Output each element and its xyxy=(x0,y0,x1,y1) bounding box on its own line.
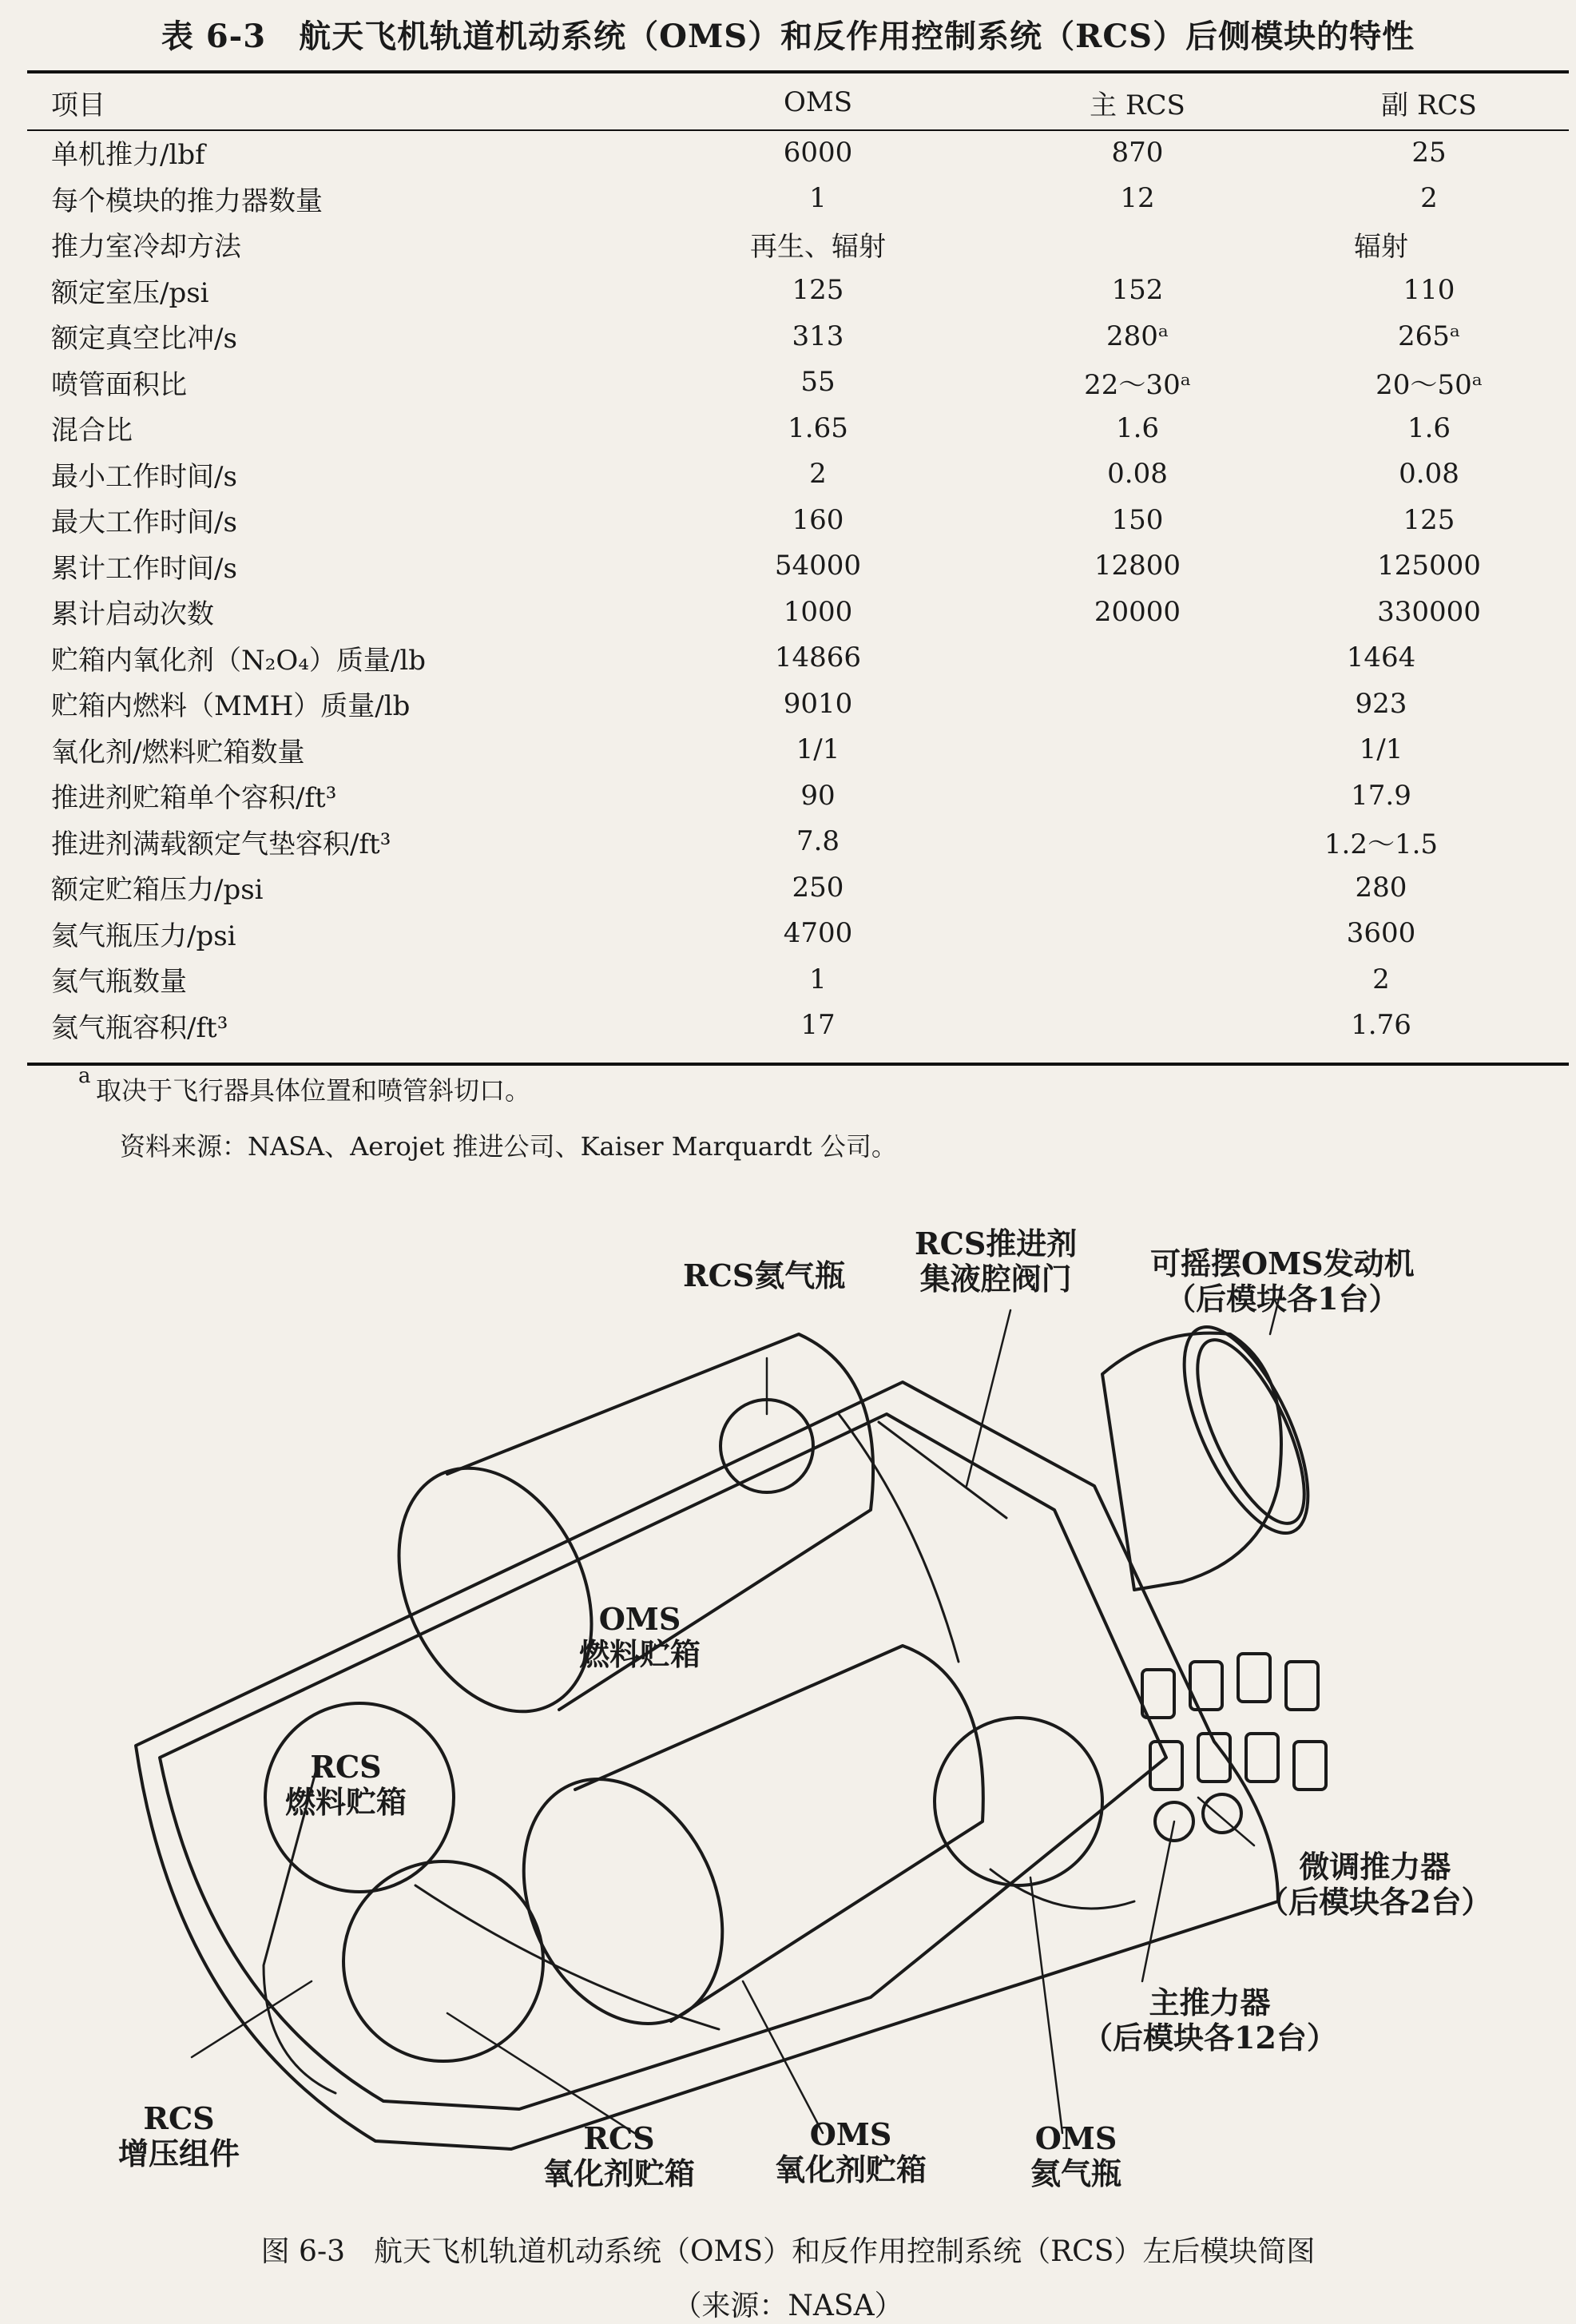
oms-cell: 250 xyxy=(792,871,844,904)
leader-oms-helium xyxy=(1030,1877,1062,2133)
row-label-cell: 额定真空比冲/s xyxy=(51,323,237,356)
oms-cell: 1.65 xyxy=(788,411,848,444)
row-label-cell: 氧化剂/燃料贮箱数量 xyxy=(51,736,305,769)
rcs-shared-cell: 17.9 xyxy=(1351,779,1411,812)
row-label-cell: 推进剂贮箱单个容积/ft³ xyxy=(51,782,337,815)
figure-caption: 图 6-3 航天飞机轨道机动系统（OMS）和反作用控制系统（RCS）左后模块简图 xyxy=(260,2235,1316,2268)
label-text: 集液腔阀门 xyxy=(919,1260,1072,1297)
oms-cell: 160 xyxy=(792,503,844,536)
oms-cell: 2 xyxy=(809,458,827,491)
table-row xyxy=(27,773,1569,819)
row-label-cell: 氦气瓶压力/psi xyxy=(51,920,236,952)
rcs-shared-cell: 1.2～1.5 xyxy=(1324,828,1439,860)
oms-cell: 7.8 xyxy=(796,825,840,858)
vernier-rcs-cell: 110 xyxy=(1403,274,1455,307)
oms-cell: 125 xyxy=(792,274,844,307)
label-rcs-manifold-valves xyxy=(915,1226,1077,1296)
table-source: 资料来源：NASA、Aerojet 推进公司、Kaiser Marquardt 公司。 xyxy=(120,1131,897,1162)
rcs-shared-cell: 辐射 xyxy=(1354,231,1408,264)
vernier-rcs-cell: 125000 xyxy=(1377,550,1481,582)
main-rcs-cell: 12800 xyxy=(1094,550,1181,582)
table-row xyxy=(27,405,1569,451)
vernier-rcs-cell: 1.6 xyxy=(1407,411,1451,444)
oms-cell: 54000 xyxy=(774,550,862,582)
oms-oxidizer-tank-body xyxy=(575,1646,983,2021)
row-label-cell: 最大工作时间/s xyxy=(51,507,237,539)
row-label-cell: 推力室冷却方法 xyxy=(51,231,241,264)
row-label-cell: 累计工作时间/s xyxy=(51,552,237,585)
label-oms-oxidizer-tank xyxy=(775,2117,927,2187)
table-header-row xyxy=(27,75,1569,129)
row-label-cell: 累计启动次数 xyxy=(51,598,214,631)
table-row xyxy=(27,221,1569,268)
vernier-rcs-cell: 265ᵃ xyxy=(1397,320,1460,352)
oms-cell: 再生、辐射 xyxy=(750,231,886,264)
row-label-cell: 贮箱内氧化剂（N₂O₄）质量/lb xyxy=(51,644,426,677)
row-label-cell: 单机推力/lbf xyxy=(51,139,205,172)
aft-pod-diagram xyxy=(0,1182,1576,2221)
row-label-cell: 喷管面积比 xyxy=(51,368,187,401)
vernier-rcs-cell: 0.08 xyxy=(1399,458,1459,491)
leader-rcs-press xyxy=(192,1981,312,2057)
oms-oxidizer-tank-end xyxy=(486,1746,760,2056)
label-rcs-oxidizer-tank xyxy=(543,2121,695,2191)
label-text: RCS xyxy=(143,2100,215,2136)
figure-source: （来源：NASA） xyxy=(673,2290,903,2322)
table-caption: 表 6-3 航天飞机轨道机动系统（OMS）和反作用控制系统（RCS）后侧模块的特性 xyxy=(161,18,1415,55)
label-text: OMS xyxy=(809,2116,892,2152)
table-row xyxy=(27,313,1569,360)
row-label-cell: 贮箱内燃料（MMH）质量/lb xyxy=(51,690,411,723)
vernier-rcs-cell: 20～50ᵃ xyxy=(1376,368,1483,401)
label-text: 微调推力器 xyxy=(1299,1849,1451,1885)
main-rcs-cell: 0.08 xyxy=(1107,458,1168,491)
rcs-shared-cell: 923 xyxy=(1355,687,1407,720)
label-text: 燃料贮箱 xyxy=(285,1783,407,1820)
column-header: 主 RCS xyxy=(1090,89,1185,121)
rcs-oxidizer-tank xyxy=(343,1861,543,2061)
table-footnote xyxy=(78,1064,531,1107)
oms-helium-tank xyxy=(935,1718,1102,1885)
row-label-cell: 氦气瓶容积/ft³ xyxy=(51,1011,228,1044)
vernier-rcs-cell: 330000 xyxy=(1377,595,1481,628)
rcs-shared-cell: 3600 xyxy=(1346,917,1416,950)
row-label-cell: 最小工作时间/s xyxy=(51,460,237,493)
table-row xyxy=(27,360,1569,406)
main-rcs-cell: 870 xyxy=(1111,136,1164,169)
label-oms-helium-tank xyxy=(1030,2121,1121,2191)
table-row xyxy=(27,1003,1569,1049)
leader-manifold xyxy=(967,1310,1010,1486)
footnote-text: 取决于飞行器具体位置和喷管斜切口。 xyxy=(96,1075,531,1106)
label-gimbal-oms-engine xyxy=(1150,1246,1415,1316)
label-vernier-thrusters xyxy=(1258,1849,1491,1919)
row-label-cell: 氦气瓶数量 xyxy=(51,966,187,999)
row-label-cell: 额定室压/psi xyxy=(51,276,209,309)
main-rcs-cell: 1.6 xyxy=(1115,411,1160,444)
rcs-shared-cell: 280 xyxy=(1355,871,1407,904)
label-text: （后模块各12台） xyxy=(1082,2019,1337,2056)
oms-cell: 313 xyxy=(792,320,844,352)
row-label-cell: 额定贮箱压力/psi xyxy=(51,874,264,907)
oms-cell: 17 xyxy=(800,1009,836,1042)
vernier-rcs-cell: 2 xyxy=(1420,182,1438,215)
oms-cell: 1 xyxy=(809,182,827,215)
label-text: （后模块各1台） xyxy=(1165,1280,1399,1317)
oms-engine-nozzle xyxy=(1102,1333,1281,1590)
table-row xyxy=(27,176,1569,222)
table-row xyxy=(27,956,1569,1003)
main-rcs-cell: 12 xyxy=(1120,182,1155,215)
table-row xyxy=(27,727,1569,773)
label-rcs-fuel-tank xyxy=(285,1750,407,1819)
table-bottom-rule xyxy=(27,1063,1569,1066)
leader-vernier xyxy=(1198,1798,1254,1845)
table-row xyxy=(27,864,1569,911)
column-header: 副 RCS xyxy=(1381,89,1477,121)
row-label-cell: 混合比 xyxy=(51,415,133,447)
main-rcs-cell: 150 xyxy=(1111,503,1164,536)
table-row xyxy=(27,911,1569,957)
label-text: 主推力器 xyxy=(1149,1984,1271,2020)
table-row xyxy=(27,497,1569,543)
label-text: 氧化剂贮箱 xyxy=(775,2151,927,2187)
leader-primary xyxy=(1142,1821,1174,1981)
label-text: 可摇摆OMS发动机 xyxy=(1150,1245,1415,1281)
column-header: 项目 xyxy=(51,89,105,121)
label-text: RCS xyxy=(310,1749,382,1785)
table-body xyxy=(27,129,1569,1048)
oms-cell: 6000 xyxy=(783,136,853,169)
label-text: 增压组件 xyxy=(118,2135,240,2171)
oms-cell: 55 xyxy=(800,366,836,399)
spec-table xyxy=(27,75,1569,1048)
vernier-rcs-cell: 125 xyxy=(1403,503,1455,536)
rcs-thruster-cluster xyxy=(1142,1654,1326,1841)
label-text: OMS xyxy=(1034,2120,1117,2156)
oms-cell: 1 xyxy=(809,963,827,995)
label-primary-thrusters xyxy=(1082,1985,1337,2055)
vernier-rcs-cell: 25 xyxy=(1411,136,1447,169)
row-label-cell: 推进剂满载额定气垫容积/ft³ xyxy=(51,828,391,860)
main-rcs-cell: 152 xyxy=(1111,274,1164,307)
main-rcs-cell: 22～30ᵃ xyxy=(1084,368,1191,401)
label-text: （后模块各2台） xyxy=(1258,1883,1492,1920)
label-rcs-helium-tank xyxy=(683,1258,845,1293)
label-text: 氧化剂贮箱 xyxy=(543,2155,696,2191)
table-row xyxy=(27,681,1569,727)
table-row xyxy=(27,819,1569,865)
leader-oms-ox xyxy=(743,1981,823,2133)
rcs-shared-cell: 1464 xyxy=(1346,642,1416,674)
label-text: 氦气瓶 xyxy=(1030,2155,1122,2191)
label-text: RCS推进剂 xyxy=(915,1226,1078,1261)
table-row xyxy=(27,589,1569,635)
oms-cell: 90 xyxy=(800,779,836,812)
oms-cell: 1/1 xyxy=(796,733,840,766)
rcs-shared-cell: 2 xyxy=(1372,963,1390,995)
main-rcs-cell: 280ᵃ xyxy=(1106,320,1169,352)
table-row xyxy=(27,635,1569,681)
table-row xyxy=(27,268,1569,314)
label-text: 燃料贮箱 xyxy=(579,1635,701,1672)
label-text: RCS氦气瓶 xyxy=(683,1257,846,1293)
oms-cell: 4700 xyxy=(783,917,853,950)
oms-cell: 1000 xyxy=(783,595,853,628)
table-row xyxy=(27,451,1569,498)
oms-fuel-tank-end xyxy=(362,1437,629,1743)
table-row xyxy=(27,129,1569,176)
table-top-rule xyxy=(27,70,1569,73)
label-oms-fuel-tank xyxy=(579,1602,701,1671)
rcs-shared-cell: 1.76 xyxy=(1351,1009,1411,1042)
row-label-cell: 每个模块的推力器数量 xyxy=(51,185,323,217)
label-text: RCS xyxy=(583,2120,655,2156)
column-header: OMS xyxy=(784,86,852,118)
label-rcs-pressurization xyxy=(118,2101,240,2171)
footnote-mark: a xyxy=(78,1064,91,1088)
rcs-shared-cell: 1/1 xyxy=(1359,733,1403,766)
main-rcs-cell: 20000 xyxy=(1094,595,1181,628)
oms-cell: 14866 xyxy=(774,642,862,674)
table-row xyxy=(27,543,1569,590)
oms-cell: 9010 xyxy=(783,687,853,720)
label-text: OMS xyxy=(598,1601,681,1637)
